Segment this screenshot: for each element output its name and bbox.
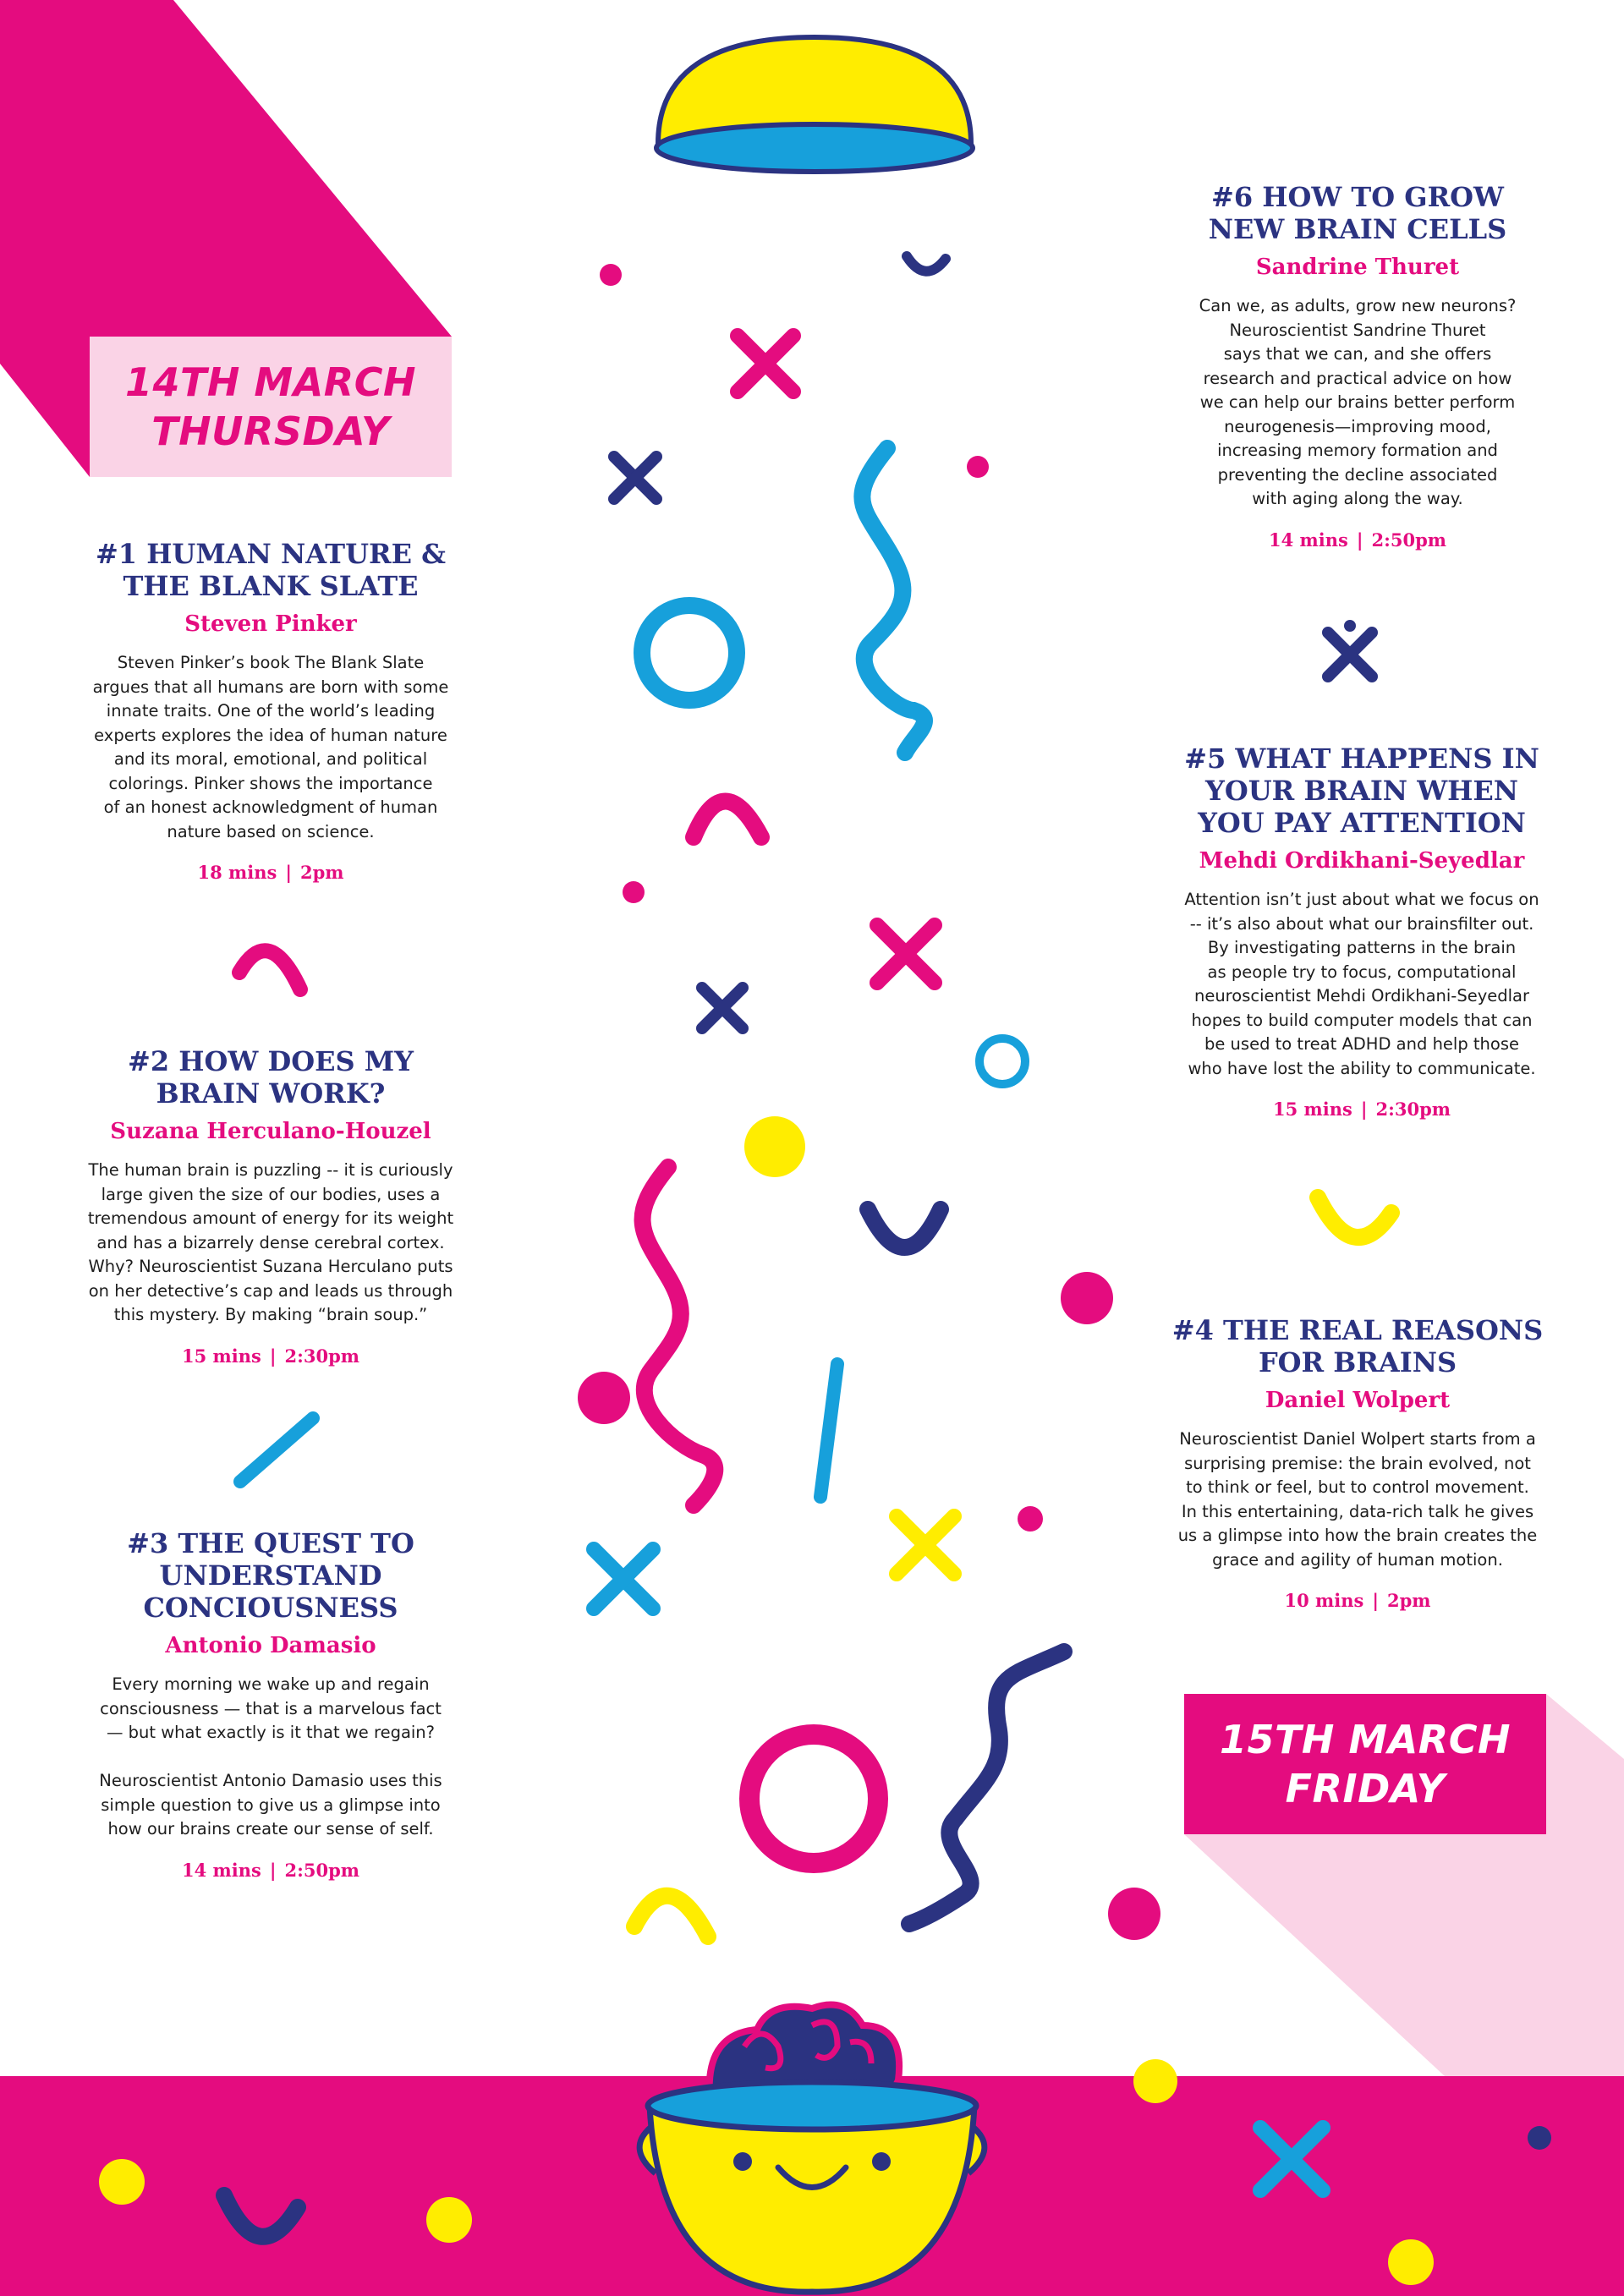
talk-description: Can we, as adults, grow new neurons? Neuroscientist Sandrine Thuret says that we can, and she offers research and practical advice on how we can help our brains better perform neurogenesis—improving mood, increasing memory formation and preventing the decline associated with aging along the way. [1199, 296, 1517, 508]
talk-meta: 14 mins | 2:50pm [182, 1859, 359, 1881]
talk-time: 2:50pm [284, 1859, 359, 1881]
talk-description: The human brain is puzzling -- it is curiously large given the size of our bodies, uses a tremendous amount of energy for its weight and has a bizarrely dense cerebral cortex. Why? Neuroscientist Suzana Herculano puts on her detective’s cap and leads us through this mystery. By making “brain soup.” [87, 1160, 454, 1324]
date-banner-day: FRIDAY [1285, 1766, 1446, 1811]
talk-meta: 15 mins | 2:30pm [182, 1345, 359, 1367]
talk-title: #1 HUMAN NATURE & THE BLANK SLATE [95, 538, 447, 602]
talk-card-1 [85, 538, 457, 885]
talk-title: #5 WHAT HAPPENS IN YOUR BRAIN WHEN YOU PAY ATTENTION [1184, 743, 1539, 839]
talk-time: 2:30pm [284, 1345, 359, 1367]
talk-speaker: Suzana Herculano-Houzel [110, 1119, 431, 1144]
talk-speaker: Steven Pinker [184, 611, 357, 637]
talk-meta: 18 mins | 2pm [197, 862, 344, 883]
date-banner-friday [1184, 1694, 1546, 1834]
talk-meta: 14 mins | 2:50pm [1269, 529, 1446, 551]
talk-title: #6 HOW TO GROW NEW BRAIN CELLS [1208, 181, 1507, 245]
talk-meta: 10 mins | 2pm [1284, 1590, 1431, 1611]
talk-description: Every morning we wake up and regain consciousness — that is a marvelous fact — but what exactly is it that we regain? Neuroscientist Antonio Damasio uses this simple question to give us a glimpse into how our brains create our sense of self. [99, 1674, 442, 1838]
talk-time: 2pm [299, 862, 344, 883]
talk-description: Steven Pinker’s book The Blank Slate argues that all humans are born with some innate traits. One of the world’s leading experts explores the idea of human nature and its moral, emotional, and political colorings. Pinker shows the importance of an honest acknowledgment of human nature based on science. [92, 653, 449, 841]
talk-time: 2pm [1386, 1590, 1431, 1611]
talk-duration: 15 mins [1273, 1099, 1352, 1120]
talk-time: 2:50pm [1371, 529, 1446, 551]
talk-speaker: Mehdi Ordikhani-Seyedlar [1199, 848, 1525, 874]
talk-duration: 14 mins [1269, 529, 1348, 551]
talk-duration: 10 mins [1284, 1590, 1364, 1611]
date-banner-date: 15TH MARCH [1220, 1717, 1511, 1762]
talk-speaker: Daniel Wolpert [1265, 1388, 1451, 1413]
talk-speaker: Sandrine Thuret [1255, 255, 1460, 280]
talk-meta: 15 mins | 2:30pm [1273, 1099, 1451, 1120]
talk-card-6 [1171, 181, 1544, 552]
talk-time: 2:30pm [1375, 1099, 1451, 1120]
talk-card-4 [1171, 1314, 1544, 1613]
date-banner-thursday [90, 337, 452, 477]
talk-description: Attention isn’t just about what we focus on -- it’s also about what our brainsfilter out. By investigating patterns in the brain as people try to focus, computational neuroscientist Mehdi Ordikhani-Seyedlar hopes to build computer models that can be used to treat ADHD and help those who have lost the ability to communicate. [1184, 890, 1539, 1078]
talk-title: #4 THE REAL REASONS FOR BRAINS [1171, 1314, 1544, 1378]
talk-duration: 18 mins [197, 862, 277, 883]
talk-card-5 [1167, 743, 1556, 1121]
talk-description: Neuroscientist Daniel Wolpert starts from a surprising premise: the brain evolved, not to think or feel, but to control movement. In this entertaining, data-rich talk he gives us a glimpse into how the brain creates the grace and agility of human motion. [1177, 1429, 1538, 1570]
talk-card-3 [85, 1527, 457, 1882]
date-banner-date: 14TH MARCH [125, 359, 416, 405]
bowl-lid-icon [656, 37, 973, 172]
date-banner-day: THURSDAY [151, 408, 390, 454]
talk-speaker: Antonio Damasio [165, 1633, 376, 1658]
talk-title: #2 HOW DOES MY BRAIN WORK? [128, 1045, 414, 1110]
talk-duration: 15 mins [182, 1345, 261, 1367]
talk-card-2 [85, 1045, 457, 1368]
talk-title: #3 THE QUEST TO UNDERSTAND CONCIOUSNESS [127, 1527, 414, 1624]
talk-duration: 14 mins [182, 1859, 261, 1881]
